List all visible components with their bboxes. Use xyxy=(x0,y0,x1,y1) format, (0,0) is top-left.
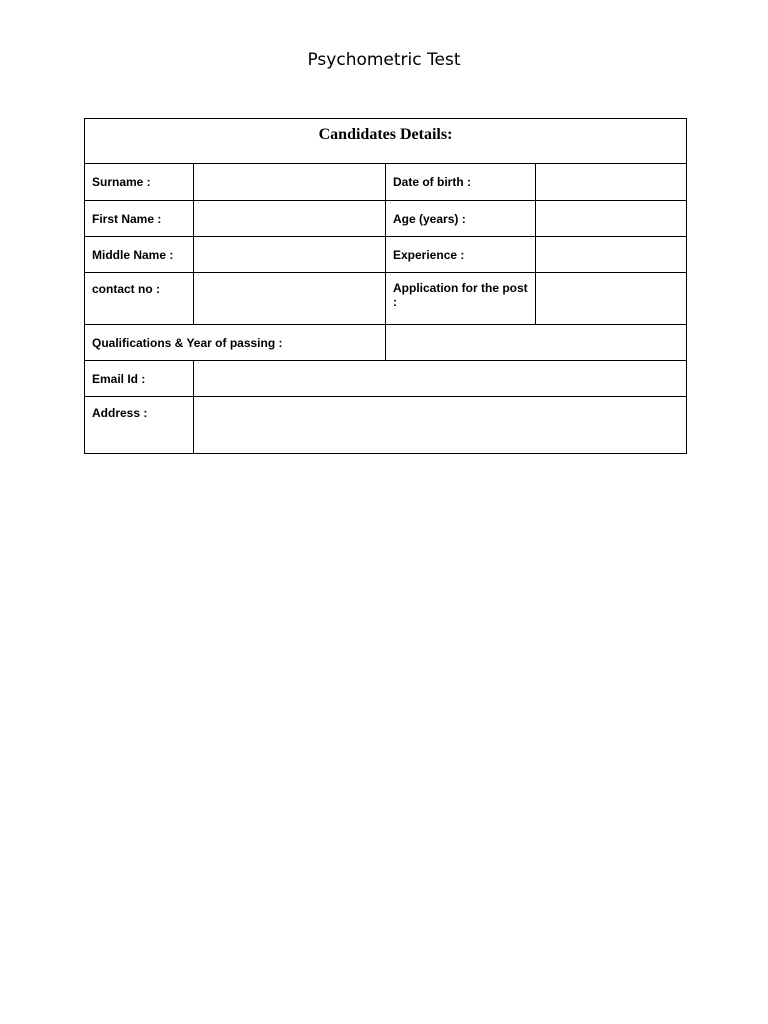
experience-label: Experience : xyxy=(386,237,536,273)
application-post-label: Application for the post : xyxy=(386,273,536,325)
first-name-field[interactable] xyxy=(194,201,386,237)
middle-name-field[interactable] xyxy=(194,237,386,273)
address-field[interactable] xyxy=(194,397,687,454)
age-value[interactable] xyxy=(536,202,686,236)
application-post-field[interactable] xyxy=(536,273,687,325)
address-value[interactable] xyxy=(194,408,686,442)
contact-no-field[interactable] xyxy=(194,273,386,325)
email-field[interactable] xyxy=(194,361,687,397)
candidate-details-table xyxy=(84,118,687,454)
email-value[interactable] xyxy=(194,362,686,396)
surname-field[interactable] xyxy=(194,164,386,201)
experience-value[interactable] xyxy=(536,238,686,272)
page-title: Psychometric Test xyxy=(307,50,461,70)
experience-field[interactable] xyxy=(536,237,687,273)
age-label: Age (years) : xyxy=(386,201,536,237)
date-of-birth-field[interactable] xyxy=(536,164,687,201)
first-name-value[interactable] xyxy=(194,202,385,236)
surname-value[interactable] xyxy=(194,165,385,199)
first-name-label: First Name : xyxy=(85,201,194,237)
section-header: Candidates Details: xyxy=(85,119,687,164)
address-label: Address : xyxy=(85,397,194,454)
contact-no-label: contact no : xyxy=(85,273,194,325)
date-of-birth-label: Date of birth : xyxy=(386,164,536,201)
email-label: Email Id : xyxy=(85,361,194,397)
qualifications-value[interactable] xyxy=(386,326,686,360)
table-row xyxy=(85,201,687,237)
qualifications-field[interactable] xyxy=(386,325,687,361)
table-row xyxy=(85,273,687,325)
table-row xyxy=(85,237,687,273)
table-row xyxy=(85,361,687,397)
age-field[interactable] xyxy=(536,201,687,237)
table-row xyxy=(85,397,687,454)
table-row xyxy=(85,325,687,361)
middle-name-value[interactable] xyxy=(194,238,385,272)
surname-label: Surname : xyxy=(85,164,194,201)
qualifications-label: Qualifications & Year of passing : xyxy=(85,325,386,361)
date-of-birth-value[interactable] xyxy=(536,165,686,199)
table-row xyxy=(85,164,687,201)
middle-name-label: Middle Name : xyxy=(85,237,194,273)
contact-no-value[interactable] xyxy=(194,282,385,316)
header-row xyxy=(85,119,687,164)
application-post-value[interactable] xyxy=(536,282,686,316)
